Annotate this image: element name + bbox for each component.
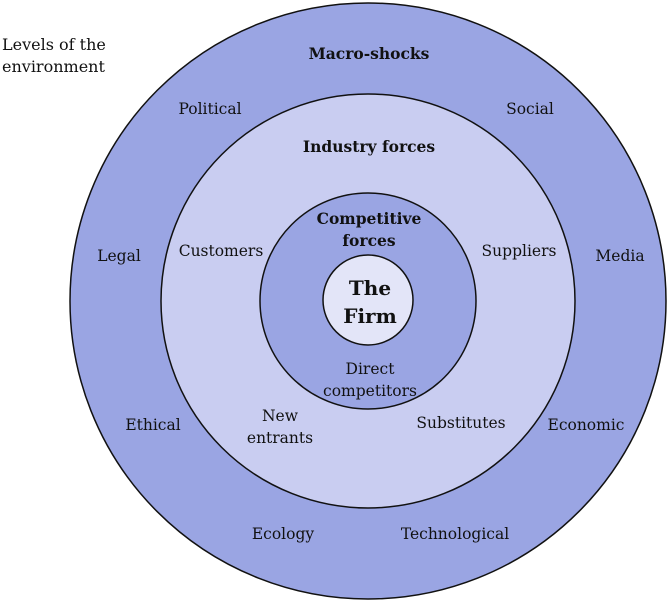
macro-item-ethical: Ethical bbox=[125, 416, 181, 434]
industry-new-entrants-line1: New bbox=[261, 407, 299, 425]
competitive-forces-title-line2: forces bbox=[342, 231, 396, 250]
direct-competitors-line1: Direct bbox=[345, 360, 395, 378]
levels-label-line1: Levels of the bbox=[2, 35, 106, 54]
firm-title-line2: Firm bbox=[343, 304, 397, 328]
macro-item-social: Social bbox=[506, 100, 554, 118]
industry-item-customers: Customers bbox=[178, 242, 264, 260]
macro-shocks-title: Macro-shocks bbox=[308, 44, 430, 63]
competitive-forces-title-line1: Competitive bbox=[316, 209, 422, 228]
industry-forces-title: Industry forces bbox=[302, 137, 436, 156]
levels-label-line2: environment bbox=[2, 57, 105, 76]
firm-title-line1: The bbox=[348, 276, 392, 300]
macro-item-technological: Technological bbox=[400, 525, 510, 543]
industry-item-suppliers: Suppliers bbox=[481, 242, 557, 260]
macro-item-media: Media bbox=[595, 247, 645, 265]
industry-item-substitutes: Substitutes bbox=[416, 414, 506, 432]
industry-new-entrants-line2: entrants bbox=[246, 429, 314, 447]
macro-item-economic: Economic bbox=[547, 416, 625, 434]
macro-item-legal: Legal bbox=[97, 247, 141, 265]
macro-item-ecology: Ecology bbox=[251, 525, 315, 543]
direct-competitors-line2: competitors bbox=[323, 382, 417, 400]
macro-item-political: Political bbox=[178, 100, 242, 118]
firm-core bbox=[323, 255, 413, 345]
